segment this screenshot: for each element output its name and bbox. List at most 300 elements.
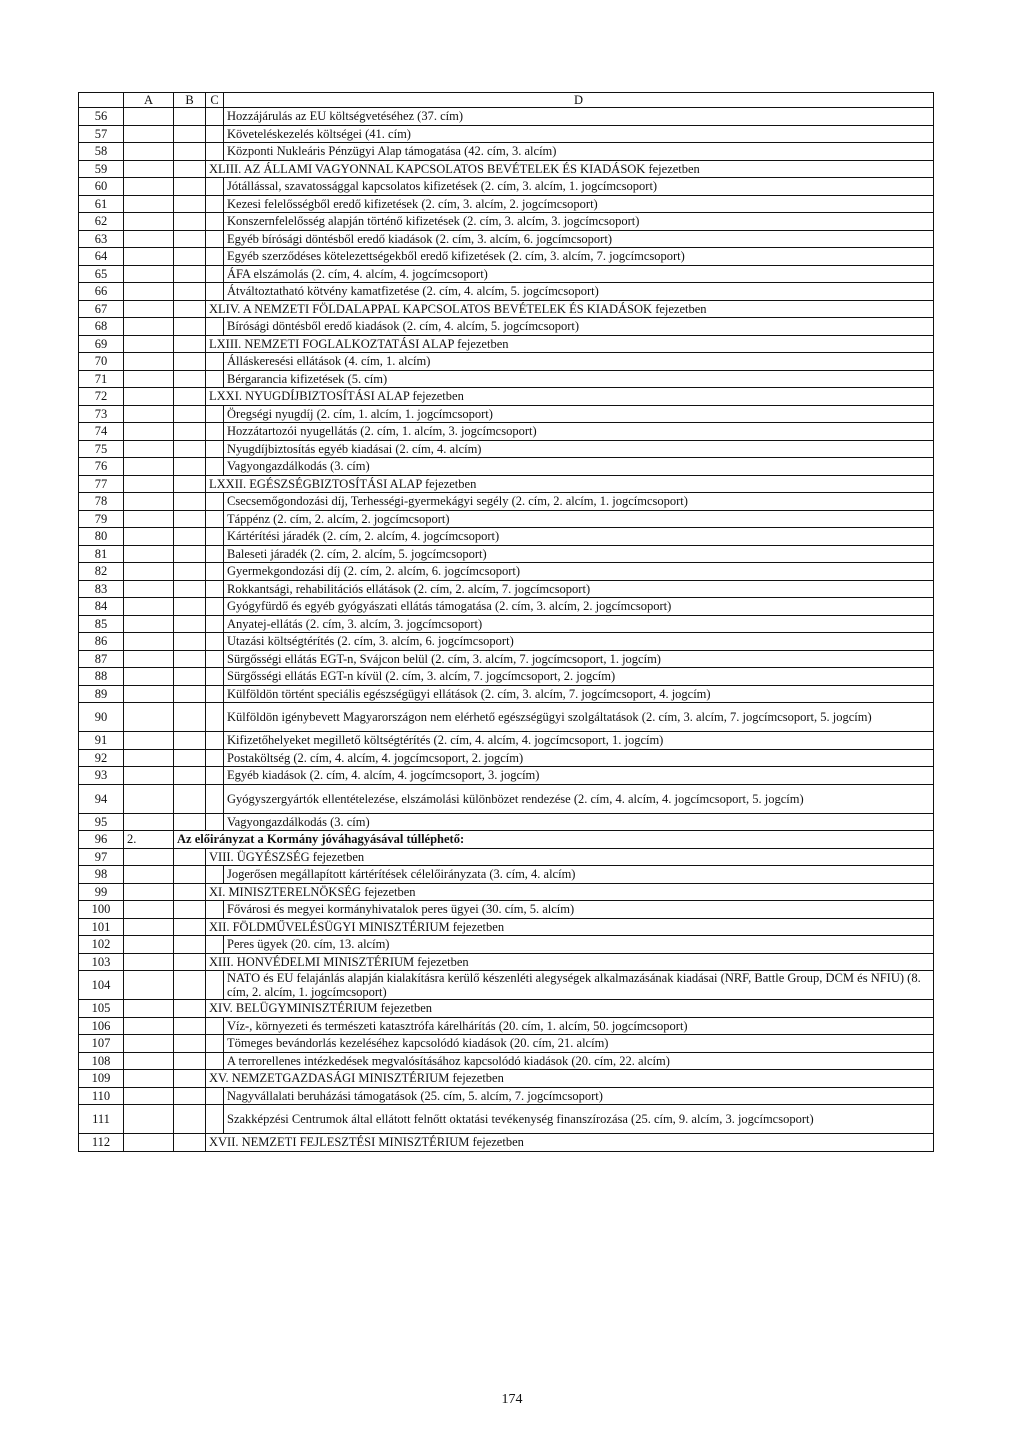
- cell-d-item: Baleseti járadék (2. cím, 2. alcím, 5. jogcímcsoport): [224, 545, 934, 563]
- cell-a: [124, 248, 174, 266]
- budget-table: [78, 92, 934, 1152]
- cell-a: [124, 784, 174, 813]
- table-row: [79, 125, 934, 143]
- cell-b: [174, 848, 206, 866]
- cell-a: [124, 971, 174, 1000]
- table-row: [79, 283, 934, 301]
- cell-c: [206, 1035, 224, 1053]
- table-row: [79, 813, 934, 831]
- cell-a: [124, 918, 174, 936]
- cell-b: [174, 563, 206, 581]
- cell-c-chapter: LXIII. NEMZETI FOGLALKOZTATÁSI ALAP fejezetben: [206, 335, 934, 353]
- cell-b: [174, 195, 206, 213]
- cell-a: [124, 388, 174, 406]
- cell-b: [174, 353, 206, 371]
- table-row: [79, 685, 934, 703]
- cell-a: [124, 213, 174, 231]
- cell-a: [124, 300, 174, 318]
- cell-a: [124, 318, 174, 336]
- cell-d-item: Rokkantsági, rehabilitációs ellátások (2. cím, 2. alcím, 7. jogcímcsoport): [224, 580, 934, 598]
- cell-d-item: Kezesi felelősségből eredő kifizetések (2. cím, 3. alcím, 2. jogcímcsoport): [224, 195, 934, 213]
- cell-c: [206, 650, 224, 668]
- row-number: 69: [79, 335, 124, 353]
- row-number: 111: [79, 1105, 124, 1134]
- cell-c: [206, 767, 224, 785]
- cell-d-item: Gyógyfürdő és egyéb gyógyászati ellátás támogatása (2. cím, 3. alcím, 2. jogcímcsoport): [224, 598, 934, 616]
- cell-d-item: A terrorellenes intézkedések megvalósításához kapcsolódó kiadások (20. cím, 22. alcím): [224, 1052, 934, 1070]
- cell-b: [174, 493, 206, 511]
- row-number: 107: [79, 1035, 124, 1053]
- cell-b: [174, 866, 206, 884]
- table-row: [79, 440, 934, 458]
- cell-d-item: Egyéb kiadások (2. cím, 4. alcím, 4. jogcímcsoport, 3. jogcím): [224, 767, 934, 785]
- cell-c: [206, 1017, 224, 1035]
- row-number: 108: [79, 1052, 124, 1070]
- cell-b: [174, 423, 206, 441]
- table-row: [79, 493, 934, 511]
- table-row: [79, 160, 934, 178]
- cell-b: [174, 767, 206, 785]
- row-number: 98: [79, 866, 124, 884]
- cell-a: [124, 230, 174, 248]
- cell-d-item: Vagyongazdálkodás (3. cím): [224, 458, 934, 476]
- cell-a: [124, 475, 174, 493]
- cell-a: [124, 353, 174, 371]
- table-row: [79, 265, 934, 283]
- row-number: 83: [79, 580, 124, 598]
- row-number: 102: [79, 936, 124, 954]
- cell-d-item: NATO és EU felajánlás alapján kialakításra kerülő készenléti alegységek alkalmazásának kiadásai (NRF, Battle Group, DCM és NFIU) (8. cím, 2. alcím, 1. jogcímcsoport): [224, 971, 934, 1000]
- cell-b: [174, 458, 206, 476]
- cell-d-item: Szakképzési Centrumok által ellátott felnőtt oktatási tevékenység finanszírozása (25. cím, 9. alcím, 3. jogcímcsoport): [224, 1105, 934, 1134]
- cell-c: [206, 668, 224, 686]
- table-row: [79, 767, 934, 785]
- cell-d-item: Öregségi nyugdíj (2. cím, 1. alcím, 1. jogcímcsoport): [224, 405, 934, 423]
- row-number: 70: [79, 353, 124, 371]
- table-row: [79, 883, 934, 901]
- table-row: [79, 388, 934, 406]
- table-row: [79, 1000, 934, 1018]
- cell-b: [174, 883, 206, 901]
- row-number: 85: [79, 615, 124, 633]
- row-number: 93: [79, 767, 124, 785]
- row-number: 75: [79, 440, 124, 458]
- table-row: [79, 143, 934, 161]
- table-row: [79, 703, 934, 732]
- cell-b-section-title: Az előirányzat a Kormány jóváhagyásával túlléphető:: [174, 831, 934, 849]
- cell-b: [174, 901, 206, 919]
- cell-a: [124, 749, 174, 767]
- cell-b: [174, 650, 206, 668]
- cell-c: [206, 813, 224, 831]
- row-number: 73: [79, 405, 124, 423]
- cell-b: [174, 615, 206, 633]
- cell-a: [124, 265, 174, 283]
- cell-c: [206, 1105, 224, 1134]
- cell-b: [174, 388, 206, 406]
- table-row: [79, 230, 934, 248]
- cell-d-item: Víz-, környezeti és természeti katasztrófa kárelhárítás (20. cím, 1. alcím, 50. jogcímcsoport): [224, 1017, 934, 1035]
- row-number: 88: [79, 668, 124, 686]
- cell-c-chapter: XII. FÖLDMŰVELÉSÜGYI MINISZTÉRIUM fejezetben: [206, 918, 934, 936]
- cell-a: [124, 650, 174, 668]
- cell-b: [174, 178, 206, 196]
- row-number: 95: [79, 813, 124, 831]
- cell-d-item: Jogerősen megállapított kártérítések célelőirányzata (3. cím, 4. alcím): [224, 866, 934, 884]
- cell-d-item: Fővárosi és megyei kormányhivatalok peres ügyei (30. cím, 5. alcím): [224, 901, 934, 919]
- cell-c: [206, 265, 224, 283]
- row-number: 60: [79, 178, 124, 196]
- cell-c: [206, 528, 224, 546]
- cell-b: [174, 1052, 206, 1070]
- cell-a: [124, 423, 174, 441]
- cell-b: [174, 633, 206, 651]
- row-number: 57: [79, 125, 124, 143]
- table-row: [79, 423, 934, 441]
- row-number: 63: [79, 230, 124, 248]
- table-row: [79, 580, 934, 598]
- row-number: 64: [79, 248, 124, 266]
- cell-b: [174, 545, 206, 563]
- table-row: [79, 953, 934, 971]
- cell-b: [174, 1087, 206, 1105]
- cell-c: [206, 633, 224, 651]
- cell-b: [174, 598, 206, 616]
- cell-b: [174, 230, 206, 248]
- row-number: 82: [79, 563, 124, 581]
- row-number: 68: [79, 318, 124, 336]
- cell-a: [124, 1052, 174, 1070]
- cell-d-item: Követeléskezelés költségei (41. cím): [224, 125, 934, 143]
- cell-a: [124, 598, 174, 616]
- cell-a: [124, 440, 174, 458]
- cell-b: [174, 784, 206, 813]
- table-row: [79, 668, 934, 686]
- table-row: [79, 1087, 934, 1105]
- cell-c-chapter: VIII. ÜGYÉSZSÉG fejezetben: [206, 848, 934, 866]
- cell-a: [124, 1134, 174, 1152]
- cell-d-item: Gyermekgondozási díj (2. cím, 2. alcím, 6. jogcímcsoport): [224, 563, 934, 581]
- cell-b: [174, 335, 206, 353]
- cell-d-item: Csecsemőgondozási díj, Terhességi-gyermekágyi segély (2. cím, 2. alcím, 1. jogcímcsoport): [224, 493, 934, 511]
- cell-d-item: Jótállással, szavatossággal kapcsolatos kifizetések (2. cím, 3. alcím, 1. jogcímcsoport): [224, 178, 934, 196]
- cell-a: [124, 883, 174, 901]
- row-number: 91: [79, 732, 124, 750]
- cell-c-chapter: LXXII. EGÉSZSÉGBIZTOSÍTÁSI ALAP fejezetben: [206, 475, 934, 493]
- table-row: [79, 615, 934, 633]
- cell-d-item: Bírósági döntésből eredő kiadások (2. cím, 4. alcím, 5. jogcímcsoport): [224, 318, 934, 336]
- cell-d-item: Kártérítési járadék (2. cím, 2. alcím, 4. jogcímcsoport): [224, 528, 934, 546]
- cell-c: [206, 178, 224, 196]
- cell-b: [174, 732, 206, 750]
- cell-b: [174, 248, 206, 266]
- cell-a: [124, 108, 174, 126]
- cell-c: [206, 784, 224, 813]
- row-number: 96: [79, 831, 124, 849]
- table-row: [79, 831, 934, 849]
- cell-b: [174, 1070, 206, 1088]
- header-cell-d: D: [224, 93, 934, 108]
- cell-c: [206, 703, 224, 732]
- table-row: [79, 545, 934, 563]
- row-number: 101: [79, 918, 124, 936]
- cell-a: [124, 732, 174, 750]
- cell-a: 2.: [124, 831, 174, 849]
- cell-c: [206, 423, 224, 441]
- cell-d-item: Hozzátartozói nyugellátás (2. cím, 1. alcím, 3. jogcímcsoport): [224, 423, 934, 441]
- table-row: [79, 510, 934, 528]
- row-number: 97: [79, 848, 124, 866]
- table-row: [79, 195, 934, 213]
- row-number: 109: [79, 1070, 124, 1088]
- cell-c: [206, 353, 224, 371]
- row-number: 59: [79, 160, 124, 178]
- cell-b: [174, 475, 206, 493]
- cell-a: [124, 1087, 174, 1105]
- cell-c-chapter: XLIII. AZ ÁLLAMI VAGYONNAL KAPCSOLATOS BEVÉTELEK ÉS KIADÁSOK fejezetben: [206, 160, 934, 178]
- cell-d-item: Álláskeresési ellátások (4. cím, 1. alcím): [224, 353, 934, 371]
- cell-a: [124, 528, 174, 546]
- cell-c-chapter: XIV. BELÜGYMINISZTÉRIUM fejezetben: [206, 1000, 934, 1018]
- table-row: [79, 1017, 934, 1035]
- table-row: [79, 633, 934, 651]
- cell-c: [206, 510, 224, 528]
- table-row: [79, 108, 934, 126]
- row-number: 89: [79, 685, 124, 703]
- row-number: 77: [79, 475, 124, 493]
- cell-a: [124, 633, 174, 651]
- cell-d-item: Tömeges bevándorlás kezeléséhez kapcsolódó kiadások (20. cím, 21. alcím): [224, 1035, 934, 1053]
- cell-d-item: Külföldön igénybevett Magyarországon nem elérhető egészségügyi szolgáltatások (2. cím, 3. alcím, 7. jogcímcsoport, 5. jogcím): [224, 703, 934, 732]
- cell-d-item: ÁFA elszámolás (2. cím, 4. alcím, 4. jogcímcsoport): [224, 265, 934, 283]
- cell-b: [174, 580, 206, 598]
- cell-a: [124, 493, 174, 511]
- cell-a: [124, 703, 174, 732]
- cell-c: [206, 370, 224, 388]
- cell-c: [206, 248, 224, 266]
- table-row: [79, 1134, 934, 1152]
- cell-a: [124, 335, 174, 353]
- cell-c: [206, 936, 224, 954]
- cell-a: [124, 160, 174, 178]
- header-cell-c: C: [206, 93, 224, 108]
- cell-d-item: Sürgősségi ellátás EGT-n kívül (2. cím, 3. alcím, 7. jogcímcsoport, 2. jogcím): [224, 668, 934, 686]
- cell-a: [124, 458, 174, 476]
- cell-c: [206, 405, 224, 423]
- cell-c: [206, 458, 224, 476]
- row-number: 56: [79, 108, 124, 126]
- cell-c: [206, 213, 224, 231]
- cell-c: [206, 901, 224, 919]
- row-number: 99: [79, 883, 124, 901]
- cell-c: [206, 563, 224, 581]
- row-number: 94: [79, 784, 124, 813]
- row-number: 58: [79, 143, 124, 161]
- header-cell-b: B: [174, 93, 206, 108]
- cell-c-chapter: XIII. HONVÉDELMI MINISZTÉRIUM fejezetben: [206, 953, 934, 971]
- cell-d-item: Nyugdíjbiztosítás egyéb kiadásai (2. cím, 4. alcím): [224, 440, 934, 458]
- cell-c: [206, 866, 224, 884]
- row-number: 66: [79, 283, 124, 301]
- cell-d-item: Átváltoztatható kötvény kamatfizetése (2. cím, 4. alcím, 5. jogcímcsoport): [224, 283, 934, 301]
- row-number: 110: [79, 1087, 124, 1105]
- cell-a: [124, 283, 174, 301]
- cell-d-item: Konszernfelelősség alapján történő kifizetések (2. cím, 3. alcím, 3. jogcímcsoport): [224, 213, 934, 231]
- row-number: 104: [79, 971, 124, 1000]
- cell-a: [124, 370, 174, 388]
- row-number: 84: [79, 598, 124, 616]
- cell-c: [206, 749, 224, 767]
- table-row: [79, 901, 934, 919]
- row-number: 79: [79, 510, 124, 528]
- cell-b: [174, 1134, 206, 1152]
- cell-b: [174, 125, 206, 143]
- table-row: [79, 335, 934, 353]
- cell-b: [174, 749, 206, 767]
- cell-a: [124, 1000, 174, 1018]
- cell-c-chapter: LXXI. NYUGDÍJBIZTOSÍTÁSI ALAP fejezetben: [206, 388, 934, 406]
- row-number: 72: [79, 388, 124, 406]
- cell-a: [124, 901, 174, 919]
- cell-b: [174, 1017, 206, 1035]
- row-number: 62: [79, 213, 124, 231]
- cell-a: [124, 195, 174, 213]
- cell-c: [206, 580, 224, 598]
- table-row: [79, 918, 934, 936]
- header-cell-a: A: [124, 93, 174, 108]
- cell-a: [124, 545, 174, 563]
- cell-d-item: Egyéb szerződéses kötelezettségekből eredő kifizetések (2. cím, 3. alcím, 7. jogcímcsoport): [224, 248, 934, 266]
- row-number: 80: [79, 528, 124, 546]
- cell-b: [174, 1000, 206, 1018]
- cell-b: [174, 971, 206, 1000]
- cell-d-item: Központi Nukleáris Pénzügyi Alap támogatása (42. cím, 3. alcím): [224, 143, 934, 161]
- cell-a: [124, 178, 174, 196]
- cell-d-item: Gyógyszergyártók ellentételezése, elszámolási különbözet rendezése (2. cím, 4. alcím, 4. jogcímcsoport, 5. jogcím): [224, 784, 934, 813]
- cell-d-item: Anyatej-ellátás (2. cím, 3. alcím, 3. jogcímcsoport): [224, 615, 934, 633]
- row-number: 103: [79, 953, 124, 971]
- table-row: [79, 563, 934, 581]
- cell-c: [206, 283, 224, 301]
- cell-b: [174, 936, 206, 954]
- row-number: 67: [79, 300, 124, 318]
- cell-b: [174, 370, 206, 388]
- cell-b: [174, 283, 206, 301]
- table-row: [79, 528, 934, 546]
- cell-d-item: Vagyongazdálkodás (3. cím): [224, 813, 934, 831]
- table-row: [79, 405, 934, 423]
- cell-b: [174, 528, 206, 546]
- cell-a: [124, 1105, 174, 1134]
- cell-b: [174, 703, 206, 732]
- cell-b: [174, 318, 206, 336]
- row-number: 86: [79, 633, 124, 651]
- table-body: [79, 93, 934, 1152]
- cell-d-item: Hozzájárulás az EU költségvetéséhez (37. cím): [224, 108, 934, 126]
- header-row: [79, 93, 934, 108]
- table-row: [79, 749, 934, 767]
- cell-c-chapter: XLIV. A NEMZETI FÖLDALAPPAL KAPCSOLATOS BEVÉTELEK ÉS KIADÁSOK fejezetben: [206, 300, 934, 318]
- cell-a: [124, 1070, 174, 1088]
- table-row: [79, 353, 934, 371]
- cell-a: [124, 767, 174, 785]
- cell-c: [206, 545, 224, 563]
- row-number: 74: [79, 423, 124, 441]
- cell-b: [174, 685, 206, 703]
- row-number: 106: [79, 1017, 124, 1035]
- table-row: [79, 598, 934, 616]
- table-row: [79, 971, 934, 1000]
- cell-c-chapter: XI. MINISZTERELNÖKSÉG fejezetben: [206, 883, 934, 901]
- cell-a: [124, 848, 174, 866]
- cell-c: [206, 440, 224, 458]
- cell-b: [174, 440, 206, 458]
- cell-d-item: Postaköltség (2. cím, 4. alcím, 4. jogcímcsoport, 2. jogcím): [224, 749, 934, 767]
- table-row: [79, 318, 934, 336]
- cell-a: [124, 1017, 174, 1035]
- table-row: [79, 300, 934, 318]
- table-row: [79, 1052, 934, 1070]
- row-number: 71: [79, 370, 124, 388]
- cell-c: [206, 125, 224, 143]
- header-cell-rownum: [79, 93, 124, 108]
- cell-c: [206, 1052, 224, 1070]
- cell-a: [124, 953, 174, 971]
- cell-d-item: Peres ügyek (20. cím, 13. alcím): [224, 936, 934, 954]
- cell-c: [206, 318, 224, 336]
- row-number: 90: [79, 703, 124, 732]
- row-number: 65: [79, 265, 124, 283]
- cell-d-item: Kifizetőhelyeket megillető költségtérítés (2. cím, 4. alcím, 4. jogcímcsoport, 1. jogcím): [224, 732, 934, 750]
- cell-a: [124, 685, 174, 703]
- cell-c-chapter: XV. NEMZETGAZDASÁGI MINISZTÉRIUM fejezetben: [206, 1070, 934, 1088]
- table-row: [79, 936, 934, 954]
- cell-a: [124, 866, 174, 884]
- cell-c: [206, 230, 224, 248]
- table-row: [79, 475, 934, 493]
- cell-b: [174, 1105, 206, 1134]
- row-number: 76: [79, 458, 124, 476]
- table-row: [79, 784, 934, 813]
- cell-b: [174, 918, 206, 936]
- table-row: [79, 848, 934, 866]
- cell-b: [174, 143, 206, 161]
- cell-c: [206, 1087, 224, 1105]
- table-row: [79, 248, 934, 266]
- table-row: [79, 458, 934, 476]
- cell-a: [124, 405, 174, 423]
- cell-c: [206, 598, 224, 616]
- cell-b: [174, 300, 206, 318]
- row-number: 100: [79, 901, 124, 919]
- cell-b: [174, 405, 206, 423]
- cell-d-item: Sürgősségi ellátás EGT-n, Svájcon belül (2. cím, 3. alcím, 7. jogcímcsoport, 1. jogcím): [224, 650, 934, 668]
- page-number: 174: [501, 1392, 523, 1407]
- cell-a: [124, 563, 174, 581]
- cell-d-item: Külföldön történt speciális egészségügyi ellátások (2. cím, 3. alcím, 7. jogcímcsoport, 4. jogcím): [224, 685, 934, 703]
- cell-c: [206, 971, 224, 1000]
- cell-a: [124, 813, 174, 831]
- cell-a: [124, 1035, 174, 1053]
- table-row: [79, 650, 934, 668]
- row-number: 87: [79, 650, 124, 668]
- cell-b: [174, 108, 206, 126]
- cell-d-item: Utazási költségtérítés (2. cím, 3. alcím, 6. jogcímcsoport): [224, 633, 934, 651]
- cell-a: [124, 510, 174, 528]
- table-row: [79, 866, 934, 884]
- cell-b: [174, 1035, 206, 1053]
- cell-b: [174, 953, 206, 971]
